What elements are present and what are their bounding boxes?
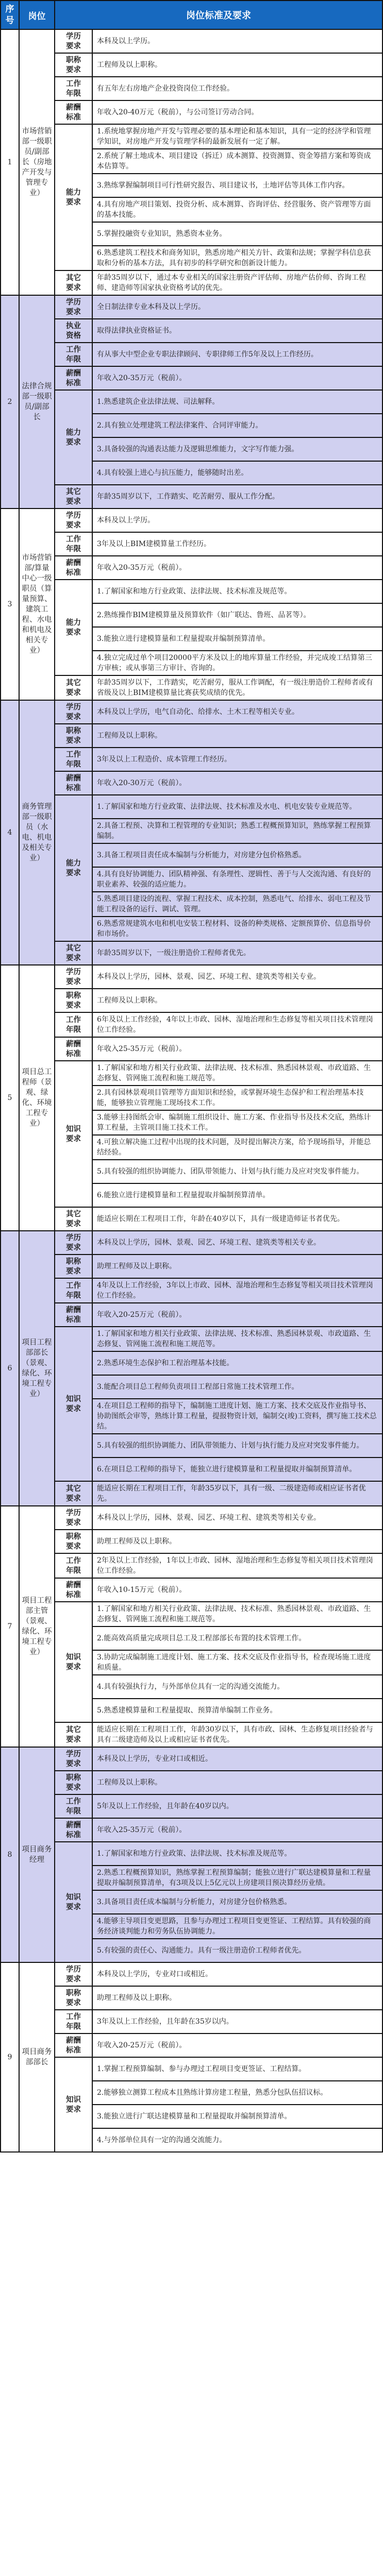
requirement-label: 工作年限 [55, 1553, 92, 1578]
requirement-label: 能力要求 [55, 124, 92, 270]
requirement-label: 工作年限 [55, 1278, 92, 1303]
table-row [1, 1794, 382, 1818]
position-title: 项目工程部主管（景观、绿化、环境工程专业） [19, 1506, 55, 1747]
requirement-text: 5.具有较强的组织协调能力、团队带领能力、计划与执行能力及应对突发事件能力。 [92, 1434, 382, 1458]
requirement-label: 学历要求 [55, 295, 92, 319]
requirement-label: 工作年限 [55, 748, 92, 771]
requirement-text: 3年及以上工程造价、成本管理工作经历。 [92, 748, 382, 771]
requirement-text: 全日制法律专业本科及以上学历。 [92, 295, 382, 319]
table-row [1, 1061, 382, 1086]
requirement-text: 2.具有园林景观项目管理等方面知识和经验，或掌握环境生态保护和工程治理基本技能，能够独立管理施工现场技术工作。 [92, 1086, 382, 1110]
requirement-label: 学历要求 [55, 29, 92, 53]
table-row [1, 1722, 382, 1747]
table-row [1, 1327, 382, 1351]
requirement-label: 学历要求 [55, 1747, 92, 1771]
table-row [1, 1255, 382, 1278]
table-row [1, 700, 382, 724]
requirement-text: 取得法律执业资格证书。 [92, 319, 382, 343]
requirement-text: 2.能高效高质量完成项目总工及工程部部长布置的技术管理工作。 [92, 1626, 382, 1650]
requirement-label: 薪酬标准 [55, 100, 92, 124]
header-standard: 岗位标准及要求 [55, 1, 382, 29]
requirement-text: 1.了解国家和地方行业政策、法律法规、技术标准及规范等。 [92, 580, 382, 603]
requirement-text: 年收入20-40万元（税前），与公司签订劳动合同。 [92, 100, 382, 124]
requirement-text: 3.具备工程项目责任成本编制与分析能力，对房建分包价格熟悉。 [92, 843, 382, 867]
requirement-text: 年收入20-35万元（税前）。 [92, 366, 382, 390]
requirement-text: 4.具有房地产项目策划、投资分析、成本测算、咨询评估、经营服务、资产管理等方面的基本技能。 [92, 197, 382, 222]
requirement-label: 工作年限 [55, 343, 92, 366]
requirement-text: 年收入20-30万元（税前）。 [92, 771, 382, 795]
requirement-text: 1.了解国家和地方行业政策、法律法规、技术标准及水电、机电安装专业规范等。 [92, 795, 382, 819]
table-row [1, 556, 382, 580]
requirement-label: 工作年限 [55, 2010, 92, 2033]
requirement-text: 1.了解国家和地方行业政策、法律法规、技术标准及规范等。 [92, 1842, 382, 1866]
requirement-text: 2.系统了解土地成本、项目建设（拆迁）成本测算、投资测算、资金筹措方案和筹资成本估算等。 [92, 149, 382, 174]
position-title: 项目总工程师（景观、绿化、环境工程专业） [19, 965, 55, 1231]
requirement-text: 4.在项目总工程师的指导下，编制施工进度计划、施工方案、技术交底及作业指导书、协助图纸会审等，熟练计算工程量，提报物资计划，编制交(竣)工资料，撰写施工技术总结。 [92, 1399, 382, 1434]
requirement-text: 工程师及以上职称。 [92, 724, 382, 748]
requirement-text: 3.能配合项目总工程师负责项目工程部日常施工技术管理工作。 [92, 1375, 382, 1399]
requirement-label: 工作年限 [55, 532, 92, 556]
position-number: 3 [1, 509, 19, 700]
table-row [1, 965, 382, 989]
requirement-label: 职称要求 [55, 989, 92, 1012]
requirement-text: 年收入20-25万元（税前）。 [92, 2033, 382, 2057]
requirement-text: 3.具备较强的沟通表达能力及逻辑思维能力，文字写作能力强。 [92, 437, 382, 461]
requirement-label: 执业资格 [55, 319, 92, 343]
requirement-text: 4.可独立解决施工过程中出现的技术问题，及时提出解决方案，给予现场指导，并能总结经验。 [92, 1135, 382, 1160]
table-row [1, 390, 382, 414]
requirement-text: 2.能够独立测算工程成本且熟练计算房建工程量，熟悉分包队伍招议标。 [92, 2081, 382, 2105]
position-title: 商务管理部一级职员（水电、机电及相关专业） [19, 700, 55, 965]
requirement-label: 职称要求 [55, 1771, 92, 1794]
position-title: 市场营销部一级职员/副部长（房地产开发与管理专业） [19, 29, 55, 295]
requirement-label: 知识要求 [55, 1061, 92, 1207]
requirement-text: 工程师及以上职称。 [92, 1771, 382, 1794]
requirement-label: 薪酬标准 [55, 556, 92, 580]
requirement-label: 薪酬标准 [55, 366, 92, 390]
table-row [1, 1207, 382, 1231]
table-row [1, 989, 382, 1012]
requirement-label: 学历要求 [55, 1231, 92, 1255]
table-row [1, 485, 382, 509]
header-position: 岗位 [19, 1, 55, 29]
requirement-label: 学历要求 [55, 1962, 92, 1986]
requirement-text: 年收入20-35万元（税前）。 [92, 556, 382, 580]
table-row [1, 724, 382, 748]
requirement-text: 本科及以上学历。 [92, 29, 382, 53]
requirement-label: 薪酬标准 [55, 2033, 92, 2057]
table-row [1, 1578, 382, 1602]
requirement-label: 学历要求 [55, 700, 92, 724]
requirement-text: 2.熟悉环境生态保护和工程治理基本技能。 [92, 1351, 382, 1375]
table-row [1, 1530, 382, 1553]
table-row [1, 1231, 382, 1255]
position-number: 7 [1, 1506, 19, 1747]
table-row [1, 675, 382, 700]
table-row [1, 795, 382, 819]
requirement-text: 能适应长期在工程项目工作，年龄在40岁以下，具有一级建造师证书者优先。 [92, 1207, 382, 1231]
requirement-text: 2.具有独立处理建筑工程法律案件、合同评审能力。 [92, 414, 382, 437]
requirement-text: 3.协助完成编制施工进度计划、施工方案、技术交底及作业指导书，检查现场施工进度和质量。 [92, 1650, 382, 1675]
requirement-label: 其它要求 [55, 1481, 92, 1506]
table-row [1, 1747, 382, 1771]
table-row [1, 2033, 382, 2057]
position-title: 项目工程部部长（景观、绿化、环境工程专业） [19, 1231, 55, 1506]
requirement-text: 6.能独立进行建模算量和工程量提取并编制预算清单。 [92, 1183, 382, 1207]
requirement-label: 职称要求 [55, 1986, 92, 2010]
table-row [1, 53, 382, 77]
table-row [1, 1818, 382, 1842]
table-row [1, 1037, 382, 1061]
table-row [1, 1962, 382, 1986]
table-row [1, 77, 382, 100]
requirement-label: 工作年限 [55, 1012, 92, 1037]
table-row [1, 1481, 382, 1506]
requirement-label: 能力要求 [55, 390, 92, 485]
position-number: 2 [1, 295, 19, 509]
position-title: 项目商务部部长 [19, 1962, 55, 2152]
requirement-text: 1.掌握工程预算编制、参与办理过工程项目变更签证、工程结算。 [92, 2057, 382, 2081]
requirement-label: 工作年限 [55, 77, 92, 100]
table-row [1, 124, 382, 149]
requirement-label: 学历要求 [55, 509, 92, 532]
requirement-text: 1.了解国家和地方相关行业政策、法律法规、技术标准、熟悉园林景观、市政道路、生态修复、管网施工流程和施工规范等。 [92, 1602, 382, 1626]
table-row [1, 580, 382, 603]
requirement-text: 能适应长期在工程项目工作，年龄30岁以下，具有市政、园林、生态修复项目经验者与具有二级建造师及以上或相应证书者优先。 [92, 1722, 382, 1747]
header-no: 序号 [1, 1, 19, 29]
requirement-text: 工程师及以上职称。 [92, 989, 382, 1012]
requirement-text: 能适应长期在工程项目工作，年龄35岁以下，具有一级、二级建造师或相应证书者优先。 [92, 1481, 382, 1506]
requirement-text: 3年及以上工作经验，且年龄在35岁以内。 [92, 2010, 382, 2033]
requirement-label: 其它要求 [55, 485, 92, 509]
requirement-label: 知识要求 [55, 1602, 92, 1722]
table-header-row [1, 1, 382, 29]
requirement-text: 2.熟悉工程概预算知识，熟练掌握工程预算编制；能独立进行广联达建模算量和工程量提取并编制预算清单，有3项及以上5亿元以上房建项目预决算经历业绩。 [92, 1866, 382, 1890]
requirement-text: 4.独立完成过单个项目20000平方米及以上的地库算量工作经验，并完成竣工结算第三方审核；或从事第三方审计、咨询的。 [92, 651, 382, 675]
requirement-text: 3.能独立进行广联达建模算量和工程量提取并编制预算清单。 [92, 2105, 382, 2128]
requirement-text: 本科及以上学历，园林、景观、园艺、环境工程、建筑类等相关专业。 [92, 1506, 382, 1530]
requirement-text: 5.有较强的责任心、沟通能力。具有一级注册造价工程师者优先。 [92, 1939, 382, 1962]
requirement-text: 年收入25-35万元（税前）。 [92, 1037, 382, 1061]
requirement-text: 4.与外部单位具有一定的沟通交流能力。 [92, 2128, 382, 2152]
requirement-text: 1.了解国家和地方相关行业政策、法律法规、技术标准、熟悉园林景观、市政道路、生态修复、管网施工流程和施工规范等。 [92, 1061, 382, 1086]
requirement-text: 1.熟悉建筑企业法律法规、司法解释。 [92, 390, 382, 414]
table-row [1, 319, 382, 343]
table-row [1, 1553, 382, 1578]
table-row [1, 295, 382, 319]
requirement-text: 本科及以上学历，电气自动化、给排水、土木工程等相关专业。 [92, 700, 382, 724]
requirement-text: 3.具备项目责任成本编制与分析能力，对房建分包价格熟悉。 [92, 1890, 382, 1914]
position-title: 市场营销部/算量中心一级职员（算量预算、建筑工程、水电和机电及相关专业） [19, 509, 55, 700]
requirement-text: 5.熟悉建模算量和工程量提取、预算清单编制工作业务。 [92, 1699, 382, 1722]
requirement-text: 1.了解国家和地方相关行业政策、法律法规、技术标准、熟悉园林景观、市政道路、生态修复、管网施工流程和施工规范等。 [92, 1327, 382, 1351]
requirement-label: 其它要求 [55, 1207, 92, 1231]
table-row [1, 366, 382, 390]
requirement-label: 能力要求 [55, 795, 92, 941]
table-row [1, 1303, 382, 1327]
requirement-label: 薪酬标准 [55, 1818, 92, 1842]
requirement-text: 5.熟悉项目建设的流程、掌握工程技术、成本控制，熟悉电气、给排水、弱电工程及节能工程设备的运行、调试、管理。 [92, 892, 382, 917]
requirement-text: 本科及以上学历。 [92, 509, 382, 532]
requirement-text: 6.在项目总工程师的指导下，能独立进行建模算量和工程量提取并编制预算清单。 [92, 1458, 382, 1481]
requirement-label: 其它要求 [55, 675, 92, 700]
requirement-text: 本科及以上学历，园林、景观、园艺、环境工程、建筑类等相关专业。 [92, 965, 382, 989]
table-row [1, 343, 382, 366]
requirement-text: 年收入25-35万元（税前）。 [92, 1818, 382, 1842]
requirement-label: 薪酬标准 [55, 1578, 92, 1602]
position-title: 法律合规部一级职员/副部长 [19, 295, 55, 509]
table-row [1, 941, 382, 965]
table-row [1, 1602, 382, 1626]
position-number: 1 [1, 29, 19, 295]
requirement-text: 5.掌握投融资专业知识，熟悉资本业务。 [92, 222, 382, 246]
requirement-text: 1.系统地掌握房地产开发与管理必要的基本理论和基本知识，具有一定的经济学和管理学知识，对房地产开发与管理学科的最新发展有一定了解。 [92, 124, 382, 149]
requirement-text: 年龄35周岁以下，工作踏实，吃苦耐劳，服从工作调配，有一级注册造价工程师者或有省级及以上BIM建模算量比赛获奖成绩的优先。 [92, 675, 382, 700]
table-row [1, 270, 382, 295]
position-number: 8 [1, 1747, 19, 1962]
requirement-label: 薪酬标准 [55, 1037, 92, 1061]
requirement-text: 助理工程师及以上职称。 [92, 1255, 382, 1278]
requirement-label: 职称要求 [55, 724, 92, 748]
position-number: 5 [1, 965, 19, 1231]
requirement-label: 能力要求 [55, 580, 92, 675]
requirement-text: 6.熟悉建筑工程技术和商务知识，熟悉房地产相关方针、政策和法规；掌握学科信息获取和分析的基本方法，具有初步的科学研究和创新设计能力。 [92, 246, 382, 270]
requirement-label: 职称要求 [55, 53, 92, 77]
requirement-text: 3.熟练掌握编制项目可行性研究报告、项目建议书，土地评估等具体工作内容。 [92, 174, 382, 197]
requirement-label: 薪酬标准 [55, 1303, 92, 1327]
table-row [1, 1842, 382, 1866]
requirement-text: 4.能够主导项目变更思路，且参与办理过工程项目变更签证、工程结算。具有较强的商务经济谈判能力和劳务队伍协调能力。 [92, 1914, 382, 1939]
table-body [1, 29, 382, 2152]
position-number: 4 [1, 700, 19, 965]
table-row [1, 1771, 382, 1794]
requirement-text: 年龄35周岁以下，一级注册造价工程师者优先。 [92, 941, 382, 965]
table-row [1, 29, 382, 53]
table-row [1, 1278, 382, 1303]
requirement-label: 其它要求 [55, 270, 92, 295]
table-row [1, 100, 382, 124]
requirement-text: 2年及以上工作经验，1年以上市政、园林、湿地治理和生态修复等相关项目技术管理岗位工作经验。 [92, 1553, 382, 1578]
position-number: 9 [1, 1962, 19, 2152]
requirement-text: 年收入20-25万元（税前）。 [92, 1303, 382, 1327]
requirement-text: 4年及以上工作经验，3年以上市政、园林、湿地治理和生态修复等相关项目技术管理岗位工作经验。 [92, 1278, 382, 1303]
table-row [1, 532, 382, 556]
requirement-text: 本科及以上学历，专业对口或相近。 [92, 1962, 382, 1986]
requirement-text: 6.熟悉常规建筑水电和机电安装工程材料、设备的种类规格、定额预算价、信息指导价和市场价。 [92, 917, 382, 941]
requirement-text: 3年及以上BIM建模算量工作经历。 [92, 532, 382, 556]
requirement-text: 4.具有良好协调能力、团队精神强、有条理性、逻辑性、善于与人交流沟通、有良好的职业素养、较强的适应能力。 [92, 867, 382, 892]
requirement-label: 其它要求 [55, 941, 92, 965]
requirement-text: 3.能够主持图纸会审、编制施工组织设计、施工方案、作业指导书及技术交底，熟练计算工程量，主管项目施工技术工作。 [92, 1110, 382, 1135]
position-number: 6 [1, 1231, 19, 1506]
requirement-label: 知识要求 [55, 2057, 92, 2152]
table-row [1, 771, 382, 795]
requirement-text: 4.具有较强上进心与抗压能力，能够随时出差。 [92, 461, 382, 485]
requirement-label: 学历要求 [55, 1506, 92, 1530]
requirement-label: 知识要求 [55, 1842, 92, 1962]
requirement-label: 其它要求 [55, 1722, 92, 1747]
requirement-text: 年收入10-15万元（税前）。 [92, 1578, 382, 1602]
requirement-text: 工程师及以上职称。 [92, 53, 382, 77]
requirement-label: 学历要求 [55, 965, 92, 989]
table-row [1, 2010, 382, 2033]
requirement-text: 3.能独立进行建模算量和工程量提取并编制预算清单。 [92, 627, 382, 651]
requirement-label: 工作年限 [55, 1794, 92, 1818]
requirement-text: 5.具有较强的组织协调能力、团队带领能力、计划与执行能力及应对突发事件能力。 [92, 1160, 382, 1183]
requirement-text: 2.熟练操作BIM建模算量及预算软件（如广联达、鲁班、品茗等）。 [92, 603, 382, 627]
requirement-text: 有从事大中型企业专职法律顾问、专职律师工作5年及以上工作经历。 [92, 343, 382, 366]
requirement-label: 职称要求 [55, 1255, 92, 1278]
requirement-text: 有五年左右房地产企业投资岗位工作经验。 [92, 77, 382, 100]
position-title: 项目商务经理 [19, 1747, 55, 1962]
requirement-text: 本科及以上学历，园林、景观、园艺、环境工程、建筑类等相关专业。 [92, 1231, 382, 1255]
requirement-label: 职称要求 [55, 1530, 92, 1553]
table-row [1, 1012, 382, 1037]
requirement-text: 年龄35周岁以下，通过本专业相关的国家注册资产评估师、房地产估价师、咨询工程师、建造师等国家执业资格考试的优先。 [92, 270, 382, 295]
requirement-label: 知识要求 [55, 1327, 92, 1481]
requirement-text: 2.具备工程预、决算和工程管理的专业知识；熟悉工程概预算知识，熟练掌握工程预算编制。 [92, 819, 382, 843]
requirement-label: 薪酬标准 [55, 771, 92, 795]
table-row [1, 2057, 382, 2081]
requirement-text: 助理工程师及以上职称。 [92, 1986, 382, 2010]
requirement-text: 5年及以上工作经验，且年龄在40岁以内。 [92, 1794, 382, 1818]
requirement-text: 4.具有较强执行力，与外部单位具有一定的沟通交流能力。 [92, 1675, 382, 1699]
requirement-text: 年龄35周岁以下，工作踏实、吃苦耐劳、服从工作分配。 [92, 485, 382, 509]
requirement-text: 助理工程师及以上职称。 [92, 1530, 382, 1553]
table-row [1, 509, 382, 532]
requirement-text: 本科及以上学历，专业对口或相近。 [92, 1747, 382, 1771]
table-row [1, 1506, 382, 1530]
table-row [1, 1986, 382, 2010]
table-row [1, 748, 382, 771]
requirement-text: 6年及以上工作经验，4年以上市政、园林、湿地治理和生态修复等相关项目技术管理岗位工作经验。 [92, 1012, 382, 1037]
